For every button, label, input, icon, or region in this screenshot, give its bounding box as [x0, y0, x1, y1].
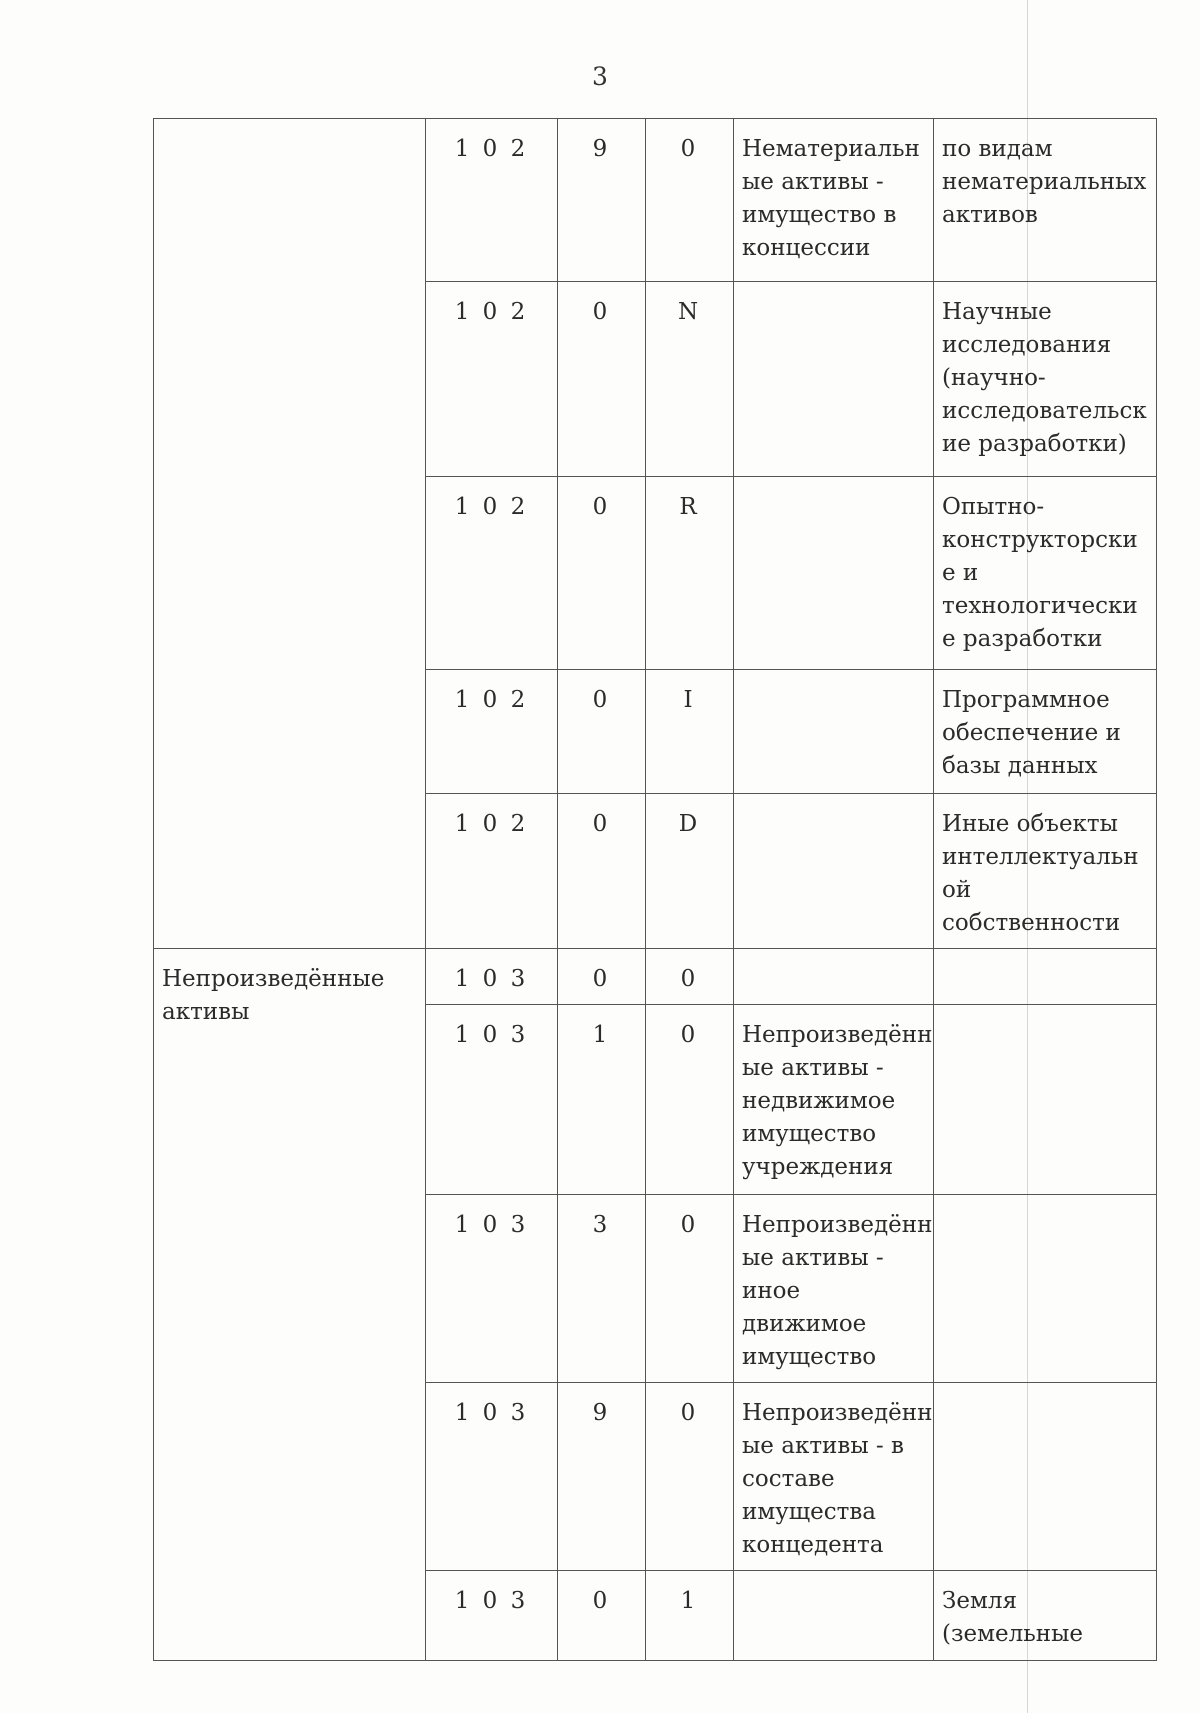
description — [734, 282, 934, 477]
kind-code: 1 — [646, 1571, 734, 1661]
description — [734, 670, 934, 794]
account-code: 1 0 3 — [426, 1005, 558, 1195]
asset-type: Опытно-конструкторски е и технологически е разработки — [934, 477, 1157, 670]
sub-code: 0 — [558, 282, 646, 477]
account-codes-table — [153, 118, 1157, 1661]
account-code: 1 0 2 — [426, 282, 558, 477]
account-code: 1 0 3 — [426, 1571, 558, 1661]
sub-code: 0 — [558, 794, 646, 949]
account-code: 1 0 3 — [426, 949, 558, 1005]
account-code: 1 0 3 — [426, 1383, 558, 1571]
account-code: 1 0 2 — [426, 794, 558, 949]
sub-code: 9 — [558, 1383, 646, 1571]
description — [734, 949, 934, 1005]
account-code: 1 0 2 — [426, 670, 558, 794]
page-number: 3 — [592, 62, 608, 91]
table-row — [154, 119, 1157, 282]
kind-code: 0 — [646, 1005, 734, 1195]
asset-type — [934, 1005, 1157, 1195]
asset-type — [934, 1383, 1157, 1571]
asset-type: по видам нематериальных активов — [934, 119, 1157, 282]
kind-code: I — [646, 670, 734, 794]
description — [734, 794, 934, 949]
description: Непроизведённ ые активы - иное движимое имущество — [734, 1195, 934, 1383]
account-code: 1 0 3 — [426, 1195, 558, 1383]
kind-code: 0 — [646, 949, 734, 1005]
asset-type: Земля (земельные — [934, 1571, 1157, 1661]
sub-code: 0 — [558, 477, 646, 670]
group-label: Непроизведённые активы — [154, 949, 426, 1661]
asset-type — [934, 949, 1157, 1005]
group-cell-empty — [154, 119, 426, 949]
description — [734, 1571, 934, 1661]
account-code: 1 0 2 — [426, 119, 558, 282]
description — [734, 477, 934, 670]
sub-code: 0 — [558, 1571, 646, 1661]
account-code: 1 0 2 — [426, 477, 558, 670]
table-row — [154, 949, 1157, 1005]
kind-code: 0 — [646, 1383, 734, 1571]
asset-type: Научные исследования (научно-исследовательск ие разработки) — [934, 282, 1157, 477]
kind-code: 0 — [646, 1195, 734, 1383]
sub-code: 3 — [558, 1195, 646, 1383]
sub-code: 1 — [558, 1005, 646, 1195]
sub-code: 0 — [558, 949, 646, 1005]
kind-code: N — [646, 282, 734, 477]
asset-type: Иные объекты интеллектуальн ой собственности — [934, 794, 1157, 949]
description: Нематериальн ые активы - имущество в концессии — [734, 119, 934, 282]
sub-code: 9 — [558, 119, 646, 282]
sub-code: 0 — [558, 670, 646, 794]
description: Непроизведённ ые активы - недвижимое имущество учреждения — [734, 1005, 934, 1195]
kind-code: R — [646, 477, 734, 670]
kind-code: 0 — [646, 119, 734, 282]
asset-type — [934, 1195, 1157, 1383]
kind-code: D — [646, 794, 734, 949]
asset-type: Программное обеспечение и базы данных — [934, 670, 1157, 794]
description: Непроизведённ ые активы - в составе имущества концедента — [734, 1383, 934, 1571]
